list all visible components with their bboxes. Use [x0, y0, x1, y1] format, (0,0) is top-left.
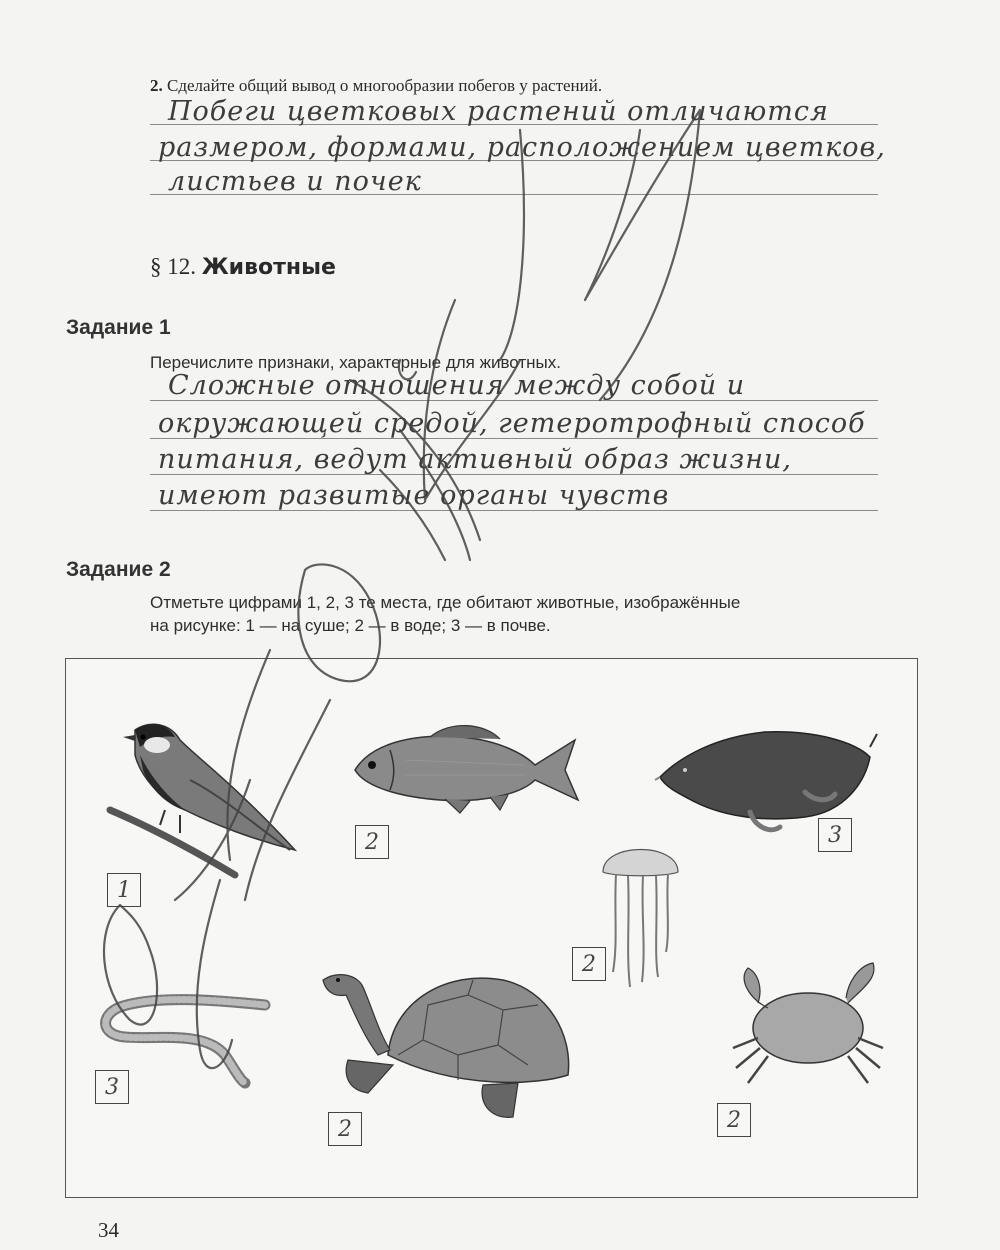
handwritten-answer-line: Побеги цветковых растений отличаются [168, 96, 829, 127]
question-number: 2. [150, 76, 163, 95]
answer-box-crab[interactable]: 2 [717, 1103, 751, 1137]
task-2-prompt-line-2: на рисунке: 1 — на суше; 2 — в воде; 3 — в почве. [150, 616, 551, 635]
task-2-prompt-line-1: Отметьте цифрами 1, 2, 3 те места, где обитают животные, изображённые [150, 593, 741, 612]
answer-box-turtle[interactable]: 2 [328, 1112, 362, 1146]
answer-box-mole[interactable]: 3 [818, 818, 852, 852]
crab-illustration [728, 958, 888, 1088]
task-2-heading: Задание 2 [66, 558, 171, 581]
handwritten-answer-line: листьев и почек [168, 166, 422, 197]
handwritten-answer-line: окружающей средой, гетеротрофный способ [158, 408, 866, 439]
handwritten-answer-line: Сложные отношения между собой и [168, 370, 746, 401]
answer-box-fish[interactable]: 2 [355, 825, 389, 859]
answer-box-bird[interactable]: 1 [107, 873, 141, 907]
section-symbol: § 12. [150, 254, 196, 279]
section-heading [150, 254, 336, 280]
page-number: 34 [98, 1218, 119, 1242]
turtle-illustration [318, 965, 578, 1125]
question-2-prompt [150, 76, 602, 96]
handwritten-answer-line: имеют развитые органы чувств [158, 480, 670, 511]
fish-illustration [350, 715, 580, 815]
answer-box-worm[interactable]: 3 [95, 1070, 129, 1104]
bird-illustration [105, 715, 305, 885]
handwritten-answer-line: размером, формами, расположением цветков, [158, 132, 886, 163]
section-title: Животные [201, 255, 336, 280]
handwritten-answer-line: питания, ведут активный образ жизни, [158, 444, 793, 475]
task-1-prompt: Перечислите признаки, характерные для животных. [150, 353, 561, 372]
jellyfish-illustration [598, 832, 683, 992]
question-text: Сделайте общий вывод о многообразии побегов у растений. [167, 76, 603, 95]
answer-box-jellyfish[interactable]: 2 [572, 947, 606, 981]
task-1-heading: Задание 1 [66, 316, 171, 339]
